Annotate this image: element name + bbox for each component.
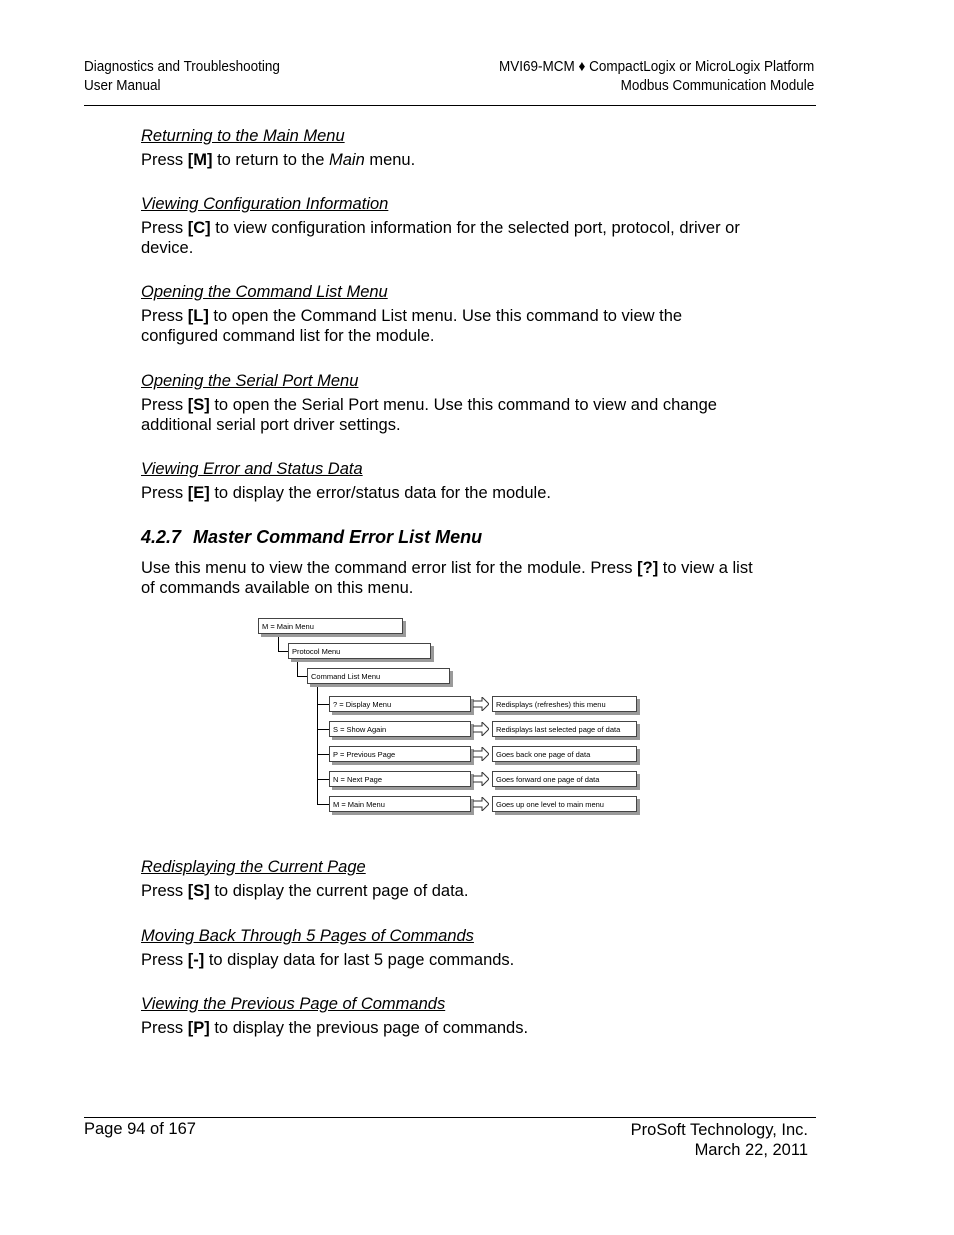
section-number: 4.2.7 xyxy=(141,527,182,547)
subsection-text: Press [-] to display data for last 5 page commands. xyxy=(141,951,515,969)
subsection-title: Moving Back Through 5 Pages of Commands xyxy=(141,927,474,945)
subsection-title: Opening the Serial Port Menu xyxy=(141,372,359,390)
next-page-description: Goes forward one page of data xyxy=(492,771,637,787)
page-number: Page 94 of 167 xyxy=(84,1120,196,1138)
header-chapter: Diagnostics and Troubleshooting xyxy=(84,58,280,75)
main-menu-option: M = Main Menu xyxy=(329,796,471,812)
subsection-title: Viewing Configuration Information xyxy=(141,195,389,213)
subsection-text: Press [E] to display the error/status data for the module. xyxy=(141,484,551,502)
key-label: [?] xyxy=(637,559,659,577)
subsection-text: Press [S] to display the current page of data. xyxy=(141,882,469,900)
header-product: MVI69-MCM ♦ CompactLogix or MicroLogix Platform xyxy=(498,58,814,75)
key-label: [P] xyxy=(187,1019,210,1037)
command-list-menu-box: Command List Menu xyxy=(307,668,450,684)
subsection-text: Press [P] to display the previous page of commands. xyxy=(141,1019,529,1037)
key-label: [M] xyxy=(187,151,213,169)
key-label: [S] xyxy=(187,882,210,900)
arrow-right-icon xyxy=(473,697,489,711)
menu-tree-diagram xyxy=(258,618,642,822)
header-doc-type: User Manual xyxy=(84,77,161,94)
main-menu-description: Goes up one level to main menu xyxy=(492,796,637,812)
subsection-return-main xyxy=(141,126,761,170)
footer-divider xyxy=(84,1117,816,1118)
subsection-title: Returning to the Main Menu xyxy=(141,127,345,145)
key-label: [C] xyxy=(187,219,211,237)
footer-date: March 22, 2011 xyxy=(694,1141,808,1159)
next-page-option: N = Next Page xyxy=(329,771,471,787)
arrow-right-icon xyxy=(473,797,489,811)
main-menu-box: M = Main Menu xyxy=(258,618,403,634)
subsection-redisplay-page xyxy=(141,857,761,901)
footer-company: ProSoft Technology, Inc. xyxy=(630,1121,808,1139)
subsection-text: Press [S] to open the Serial Port menu. Use this command to view and change additional serial port driver settings. xyxy=(141,396,717,434)
key-label: [L] xyxy=(187,307,209,325)
arrow-right-icon xyxy=(473,747,489,761)
subsection-text: Press [C] to view configuration information for the selected port, protocol, driver or device. xyxy=(141,219,740,257)
key-label: [E] xyxy=(187,484,210,502)
page-header-left xyxy=(84,57,280,95)
subsection-error-status xyxy=(141,459,761,503)
subsection-title: Redisplaying the Current Page xyxy=(141,858,366,876)
subsection-text: Press [M] to return to the Main menu. xyxy=(141,151,416,169)
subsection-view-config xyxy=(141,194,761,258)
header-divider xyxy=(84,105,816,106)
subsection-serial-port xyxy=(141,371,761,435)
subsection-title: Opening the Command List Menu xyxy=(141,283,388,301)
key-label: [-] xyxy=(187,951,205,969)
display-menu-option: ? = Display Menu xyxy=(329,696,471,712)
previous-page-description: Goes back one page of data xyxy=(492,746,637,762)
section-intro xyxy=(141,558,761,598)
header-module: Modbus Communication Module xyxy=(620,77,814,94)
subsection-text: Press [L] to open the Command List menu. Use this command to view the configured command list for the module. xyxy=(141,307,683,345)
page-footer-right xyxy=(631,1120,808,1160)
subsection-previous-page xyxy=(141,994,761,1038)
intro-text: Use this menu to view the command error list for the module. Press [?] to view a list of commands available on this menu. xyxy=(141,559,753,597)
page-header-right xyxy=(499,57,814,95)
previous-page-option: P = Previous Page xyxy=(329,746,471,762)
protocol-menu-box: Protocol Menu xyxy=(288,643,431,659)
key-label: [S] xyxy=(187,396,210,414)
show-again-option: S = Show Again xyxy=(329,721,471,737)
arrow-right-icon xyxy=(473,722,489,736)
subsection-title: Viewing the Previous Page of Commands xyxy=(141,995,446,1013)
show-again-description: Redisplays last selected page of data xyxy=(492,721,637,737)
display-menu-description: Redisplays (refreshes) this menu xyxy=(492,696,637,712)
subsection-title: Viewing Error and Status Data xyxy=(141,460,363,478)
section-title: Master Command Error List Menu xyxy=(193,527,483,547)
subsection-command-list xyxy=(141,282,761,346)
section-heading xyxy=(141,527,482,548)
arrow-right-icon xyxy=(473,772,489,786)
subsection-back-5-pages xyxy=(141,926,761,970)
